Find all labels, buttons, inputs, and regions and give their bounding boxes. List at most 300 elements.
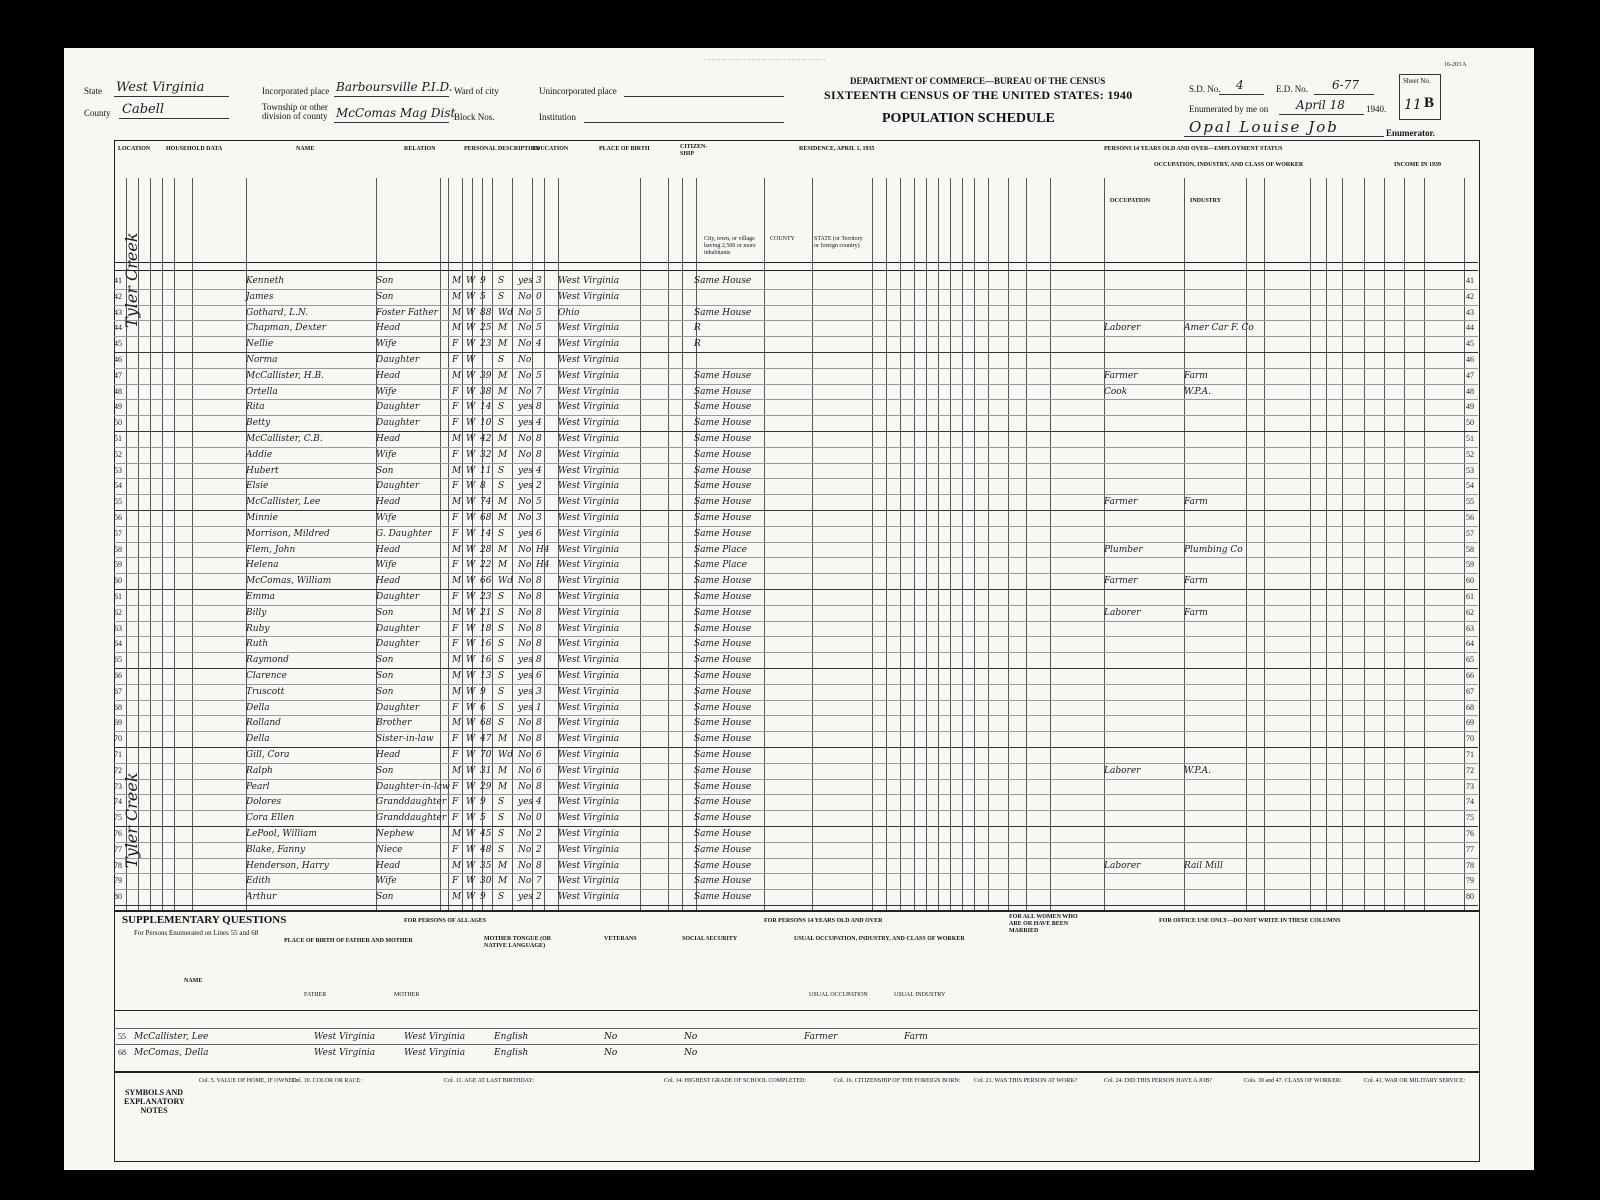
cell-sex: F [452,702,459,713]
cell-ind [1184,337,1264,351]
cell-race: W [466,497,476,508]
cell-n: 69 [114,718,122,728]
table-row [114,558,1478,572]
cell-birth: West Virginia [558,860,620,871]
cell-ind [1184,795,1264,809]
cell-ind [1184,780,1264,794]
cell-race: W [466,607,476,618]
col17-heading: City, town, or village having 2,500 or more inhabitants [704,236,756,256]
cell-sex: F [452,449,459,460]
cell-grade: 3 [536,276,542,286]
cell-rel: Daughter [376,355,420,365]
cell-age: 6 [480,702,486,713]
cell-ms: S [498,465,505,476]
cell-res: Same House [694,497,752,508]
supp-cell-tongue: English [494,1032,529,1042]
cell-ind [1184,416,1264,430]
cell-age: 31 [480,765,492,776]
cell-n: 72 [114,765,122,775]
cell-rel: Daughter [376,418,420,429]
supp-cell-name: McCallister, Lee [134,1032,209,1042]
cell-n: 59 [114,560,122,570]
citizenship-heading: CITIZEN-SHIP [680,144,708,157]
cell-rel: Wife [376,876,397,887]
cell-sch: yes [518,465,534,476]
cell-sex: F [452,339,459,350]
cell-birth: West Virginia [558,544,620,555]
supp-cell-n: 68 [118,1048,126,1057]
cell-line-number-right: 46 [1466,355,1474,364]
cell-race: W [466,781,476,792]
cell-occ [1104,827,1184,841]
cell-grade: 8 [536,623,542,634]
cell-grade: 5 [536,497,542,508]
cell-grade: H4 [536,544,550,555]
cell-res: R [694,339,701,350]
cell-occ [1104,653,1184,667]
cell-birth: West Virginia [558,892,620,903]
cell-rel: G. Daughter [376,528,432,539]
cell-ms: S [498,592,505,602]
county-value: Cabell [122,102,165,117]
cell-rel: Son [376,276,394,286]
supp-birth-parents: PLACE OF BIRTH OF FATHER AND MOTHER [284,938,413,944]
cell-age: 23 [480,592,492,602]
cell-occ: Cook [1104,386,1128,397]
cell-ms: S [498,671,505,681]
footer-note-7: Col. 24. DID THIS PERSON HAVE A JOB? [1104,1078,1212,1084]
cell-age: 22 [480,560,492,571]
cell-name: Pearl [246,781,270,792]
cell-sex: M [452,829,462,839]
cell-sch: No [518,434,532,444]
table-row [114,511,1478,525]
cell-name: Henderson, Harry [246,860,329,871]
row-rule [114,905,1478,906]
cell-age: 39 [480,370,492,381]
cell-race: W [466,481,476,492]
cell-grade: 8 [536,734,542,745]
state-label: State [84,86,102,96]
cell-sch: No [518,307,532,318]
cell-sch: No [518,781,532,792]
cell-n: 61 [114,592,122,601]
cell-age: 70 [480,750,492,760]
cell-n: 46 [114,355,122,364]
state-value: West Virginia [116,80,205,95]
cell-birth: West Virginia [558,291,620,302]
supp-cell-ss: No [684,1048,698,1058]
cell-rel: Wife [376,560,397,571]
table-row [114,716,1478,730]
cell-n: 49 [114,402,122,412]
cell-race: W [466,844,476,855]
cell-race: W [466,339,476,350]
cell-rel: Son [376,686,394,697]
cell-birth: West Virginia [558,276,620,286]
cell-age: 9 [480,686,486,697]
cell-ms: Wd [498,750,514,760]
cell-race: W [466,560,476,571]
cell-ind [1184,716,1264,730]
ward-label: Ward of city [454,86,499,96]
cell-sex: F [452,481,459,492]
cell-sex: F [452,513,459,523]
cell-birth: Ohio [558,307,580,318]
cell-line-number-right: 67 [1466,686,1474,696]
cell-sex: F [452,623,459,634]
cell-grade: 6 [536,671,542,681]
cell-line-number-right: 65 [1466,655,1474,665]
cell-line-number-right: 41 [1466,276,1474,285]
cell-res: Same House [694,829,752,839]
cell-n: 75 [114,813,122,823]
cell-n: 70 [114,734,122,744]
cell-occ [1104,701,1184,715]
unincorporated-label: Unincorporated place [539,86,617,96]
cell-ind [1184,637,1264,651]
cell-name: Arthur [246,892,277,903]
cell-res: Same House [694,813,752,824]
cell-rel: Granddaughter [376,813,447,824]
cell-sch: No [518,323,532,334]
cell-line-number-right: 57 [1466,528,1474,538]
cell-race: W [466,449,476,460]
cell-name: Betty [246,418,271,429]
ed-label: E.D. No. [1276,84,1308,94]
cell-name: McCallister, C.B. [246,434,323,444]
cell-name: Della [246,702,270,713]
cell-race: W [466,544,476,555]
cell-ind [1184,748,1264,762]
cell-age: 25 [480,323,492,334]
cell-occ [1104,843,1184,857]
cell-line-number-right: 71 [1466,750,1474,759]
cell-name: Ruby [246,623,270,634]
sheet-box [1399,74,1441,120]
cell-ms: S [498,607,505,618]
cell-ms: M [498,339,508,350]
cell-occ: Laborer [1104,323,1141,334]
cell-res: Same House [694,671,752,681]
supp-cell-father: West Virginia [314,1048,376,1058]
supp-col-mother: MOTHER [394,992,420,998]
cell-n: 73 [114,781,122,791]
occupation-heading: OCCUPATION, INDUSTRY, AND CLASS OF WORKER [1154,162,1304,168]
cell-ind [1184,874,1264,888]
township-value: McComas Mag Dist [336,106,456,120]
supp-cell-mother: West Virginia [404,1048,466,1058]
cell-sch: yes [518,402,534,413]
cell-ms: S [498,844,505,855]
table-row [114,353,1478,367]
cell-race: W [466,592,476,602]
cell-n: 42 [114,291,122,301]
cell-birth: West Virginia [558,765,620,776]
table-row [114,859,1478,873]
cell-name: Edith [246,876,271,887]
footer-note-8: Cols. 30 and 47. CLASS OF WORKER: [1244,1078,1342,1084]
cell-line-number-right: 64 [1466,639,1474,649]
supp-cell-ind [904,1046,1004,1060]
cell-occ [1104,511,1184,525]
cell-grade: 8 [536,860,542,871]
cell-sex: M [452,307,462,318]
cell-line-number-right: 66 [1466,671,1474,680]
cell-birth: West Virginia [558,750,620,760]
cell-ind: Plumbing Co [1184,544,1243,555]
cell-name: Helena [246,560,279,571]
cell-line-number-right: 43 [1466,307,1474,317]
cell-ms: M [498,734,508,745]
cell-birth: West Virginia [558,592,620,602]
cell-birth: West Virginia [558,781,620,792]
cell-age: 66 [480,576,492,587]
cell-birth: West Virginia [558,339,620,350]
dept-title: DEPARTMENT OF COMMERCE—BUREAU OF THE CENSUS [850,76,1106,86]
cell-grade: 2 [536,892,542,903]
cell-n: 78 [114,860,122,870]
cell-age: 28 [480,544,492,555]
cell-rel: Granddaughter [376,797,447,808]
cell-occ [1104,353,1184,367]
cell-sex: F [452,844,459,855]
cell-res: Same House [694,481,752,492]
cell-birth: West Virginia [558,718,620,729]
cell-ms: S [498,418,505,429]
table-row [114,748,1478,762]
cell-ind [1184,432,1264,446]
cell-race: W [466,860,476,871]
cell-ms: M [498,449,508,460]
cell-grade: 2 [536,844,542,855]
cell-birth: West Virginia [558,844,620,855]
cell-rel: Wife [376,386,397,397]
cell-ms: S [498,639,505,650]
cell-res: Same House [694,402,752,413]
cell-name: Billy [246,607,267,618]
cell-race: W [466,402,476,413]
cell-sch: yes [518,702,534,713]
cell-age: 74 [480,497,492,508]
footer-note-9: Col. 41. WAR OR MILITARY SERVICE: [1364,1078,1466,1084]
cell-res: Same House [694,797,752,808]
cell-occ [1104,290,1184,304]
cell-name: Norma [246,355,278,365]
cell-rel: Wife [376,513,397,523]
table-row [114,669,1478,683]
cell-occ [1104,669,1184,683]
footer-note-5: Col. 16. CITIZENSHIP OF THE FOREIGN BORN: [834,1078,961,1084]
cell-sch: No [518,291,532,302]
cell-sch: No [518,623,532,634]
supp-cell-father: West Virginia [314,1032,376,1042]
cell-race: W [466,355,476,365]
cell-birth: West Virginia [558,449,620,460]
cell-age: 14 [480,528,492,539]
supp-cell-ind: Farm [904,1032,928,1042]
cell-ind [1184,653,1264,667]
cell-grade: 8 [536,607,542,618]
form-number: 16-203 A [1444,62,1467,68]
cell-res: Same House [694,607,752,618]
cell-ms: M [498,765,508,776]
cell-ind [1184,511,1264,525]
table-row [114,479,1478,493]
cell-rel: Head [376,370,401,381]
cell-sch: yes [518,418,534,429]
cell-line-number-right: 74 [1466,797,1474,807]
cell-sex: M [452,576,462,587]
cell-race: W [466,655,476,666]
supp-veterans: VETERANS [604,936,637,942]
cell-ms: M [498,544,508,555]
cell-sex: F [452,528,459,539]
cell-res: Same House [694,686,752,697]
cell-line-number-right: 79 [1466,876,1474,886]
footer-note-3: Col. 11. AGE AT LAST BIRTHDAY: [444,1078,534,1084]
cell-grade: 8 [536,592,542,602]
cell-line-number-right: 61 [1466,592,1474,601]
table-row [114,432,1478,446]
col28-heading: OCCUPATION [1110,198,1151,204]
cell-birth: West Virginia [558,797,620,808]
footer-notes [114,1072,1480,1162]
supp-all-ages: FOR PERSONS OF ALL AGES [404,918,487,924]
cell-race: W [466,734,476,745]
cell-ms: M [498,781,508,792]
cell-age: 13 [480,671,492,681]
cell-ms: S [498,702,505,713]
cell-grade: 3 [536,513,542,523]
cell-name: Flem, John [246,544,296,555]
cell-ind: Farm [1184,607,1208,618]
table-row [114,290,1478,304]
cell-line-number-right: 49 [1466,402,1474,412]
supp-over14: FOR PERSONS 14 YEARS OLD AND OVER [764,918,883,924]
cell-occ [1104,464,1184,478]
cell-age: 29 [480,781,492,792]
education-heading: EDUCATION [532,146,569,152]
cell-grade: 6 [536,528,542,539]
cell-rel: Head [376,434,401,444]
cell-sch: yes [518,797,534,808]
supp-social-security: SOCIAL SECURITY [682,936,738,942]
cell-n: 45 [114,339,122,349]
cell-rel: Wife [376,339,397,350]
cell-race: W [466,434,476,444]
cell-ind: Farm [1184,576,1208,587]
cell-ms: M [498,434,508,444]
cell-race: W [466,797,476,808]
cell-age [480,353,494,367]
cell-occ [1104,416,1184,430]
cell-race: W [466,276,476,286]
cell-res: Same House [694,860,752,871]
cell-race: W [466,750,476,760]
schedule-title: POPULATION SCHEDULE [882,111,1055,126]
cell-sex: M [452,765,462,776]
cell-name: Hubert [246,465,279,476]
cell-res: Same House [694,892,752,903]
supp-cell-vet: No [604,1032,618,1042]
cell-res: Same House [694,513,752,523]
cell-grade: 5 [536,370,542,381]
supp-cell-occ [804,1046,904,1060]
cell-sch: No [518,370,532,381]
cell-grade: 8 [536,576,542,587]
cell-race: W [466,813,476,824]
cell-rel: Son [376,892,394,903]
cell-ms: Wd [498,576,514,587]
cell-occ [1104,400,1184,414]
cell-occ [1104,811,1184,825]
cell-name: Morrison, Mildred [246,528,330,539]
cell-name: Emma [246,592,276,602]
table-row [114,764,1478,778]
cell-sex: M [452,718,462,729]
cell-sch: No [518,765,532,776]
cell-race: W [466,671,476,681]
table-row [114,874,1478,888]
cell-rel: Son [376,465,394,476]
location-heading: LOCATION [118,146,151,152]
cell-sch: yes [518,686,534,697]
supp-title: SUPPLEMENTARY QUESTIONS [122,914,287,926]
cell-ms: M [498,513,508,523]
table-row [114,653,1478,667]
cell-n: 77 [114,844,122,854]
cell-line-number-right: 77 [1466,844,1474,854]
cell-grade: 8 [536,639,542,650]
cell-occ [1104,479,1184,493]
cell-occ [1104,874,1184,888]
cell-ind [1184,353,1264,367]
cell-occ: Laborer [1104,607,1141,618]
margin-note-1: Tyler Creek [122,232,141,328]
cell-age: 21 [480,607,492,618]
cell-name: Chapman, Dexter [246,323,327,334]
cell-birth: West Virginia [558,702,620,713]
cell-grade: 8 [536,781,542,792]
cell-sch: No [518,386,532,397]
cell-name: Ruth [246,639,268,650]
cell-birth: West Virginia [558,671,620,681]
cell-sex: F [452,560,459,571]
cell-ind [1184,732,1264,746]
cell-race: W [466,623,476,634]
table-row [114,606,1478,620]
cell-race: W [466,323,476,334]
cell-n: 74 [114,797,122,807]
cell-line-number-right: 47 [1466,370,1474,380]
cell-occ: Plumber [1104,544,1143,555]
cell-age: 11 [480,465,492,476]
cell-sch: No [518,750,532,760]
cell-race: W [466,765,476,776]
cell-ms: M [498,860,508,871]
table-row [114,637,1478,651]
cell-line-number-right: 76 [1466,829,1474,838]
cell-occ [1104,306,1184,320]
cell-n: 56 [114,513,122,522]
cell-ms: M [498,323,508,334]
supp-col-usual-ind: USUAL INDUSTRY [894,992,946,998]
cell-race: W [466,718,476,729]
cell-line-number-right: 75 [1466,813,1474,823]
cell-grade: 7 [536,386,542,397]
cell-rel: Son [376,765,394,776]
